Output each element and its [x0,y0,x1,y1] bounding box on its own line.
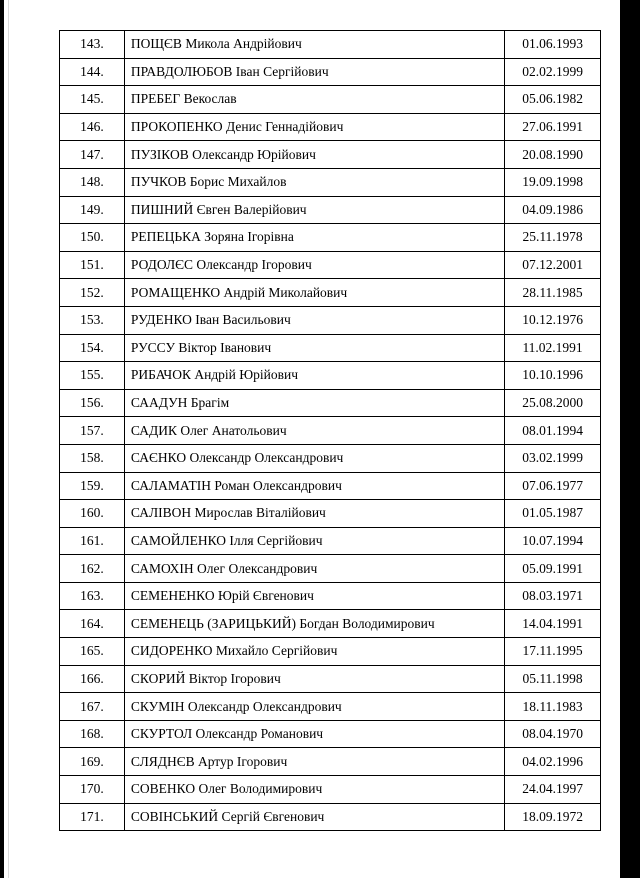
person-name: ПРАВДОЛЮБОВ Іван Сергійович [124,58,504,86]
table-row [60,555,601,583]
person-name: СААДУН Брагім [124,389,504,417]
row-number: 154. [60,334,125,362]
row-number: 168. [60,720,125,748]
table-row [60,610,601,638]
birth-date: 10.12.1976 [505,306,601,334]
row-number: 167. [60,693,125,721]
table-row [60,720,601,748]
birth-date: 17.11.1995 [505,638,601,666]
table-row [60,527,601,555]
person-name: ПОЩЄВ Микола Андрійович [124,31,504,59]
table-row [60,141,601,169]
birth-date: 01.06.1993 [505,31,601,59]
table-row [60,638,601,666]
row-number: 152. [60,279,125,307]
row-number: 163. [60,582,125,610]
birth-date: 08.04.1970 [505,720,601,748]
table-row [60,279,601,307]
birth-date: 10.07.1994 [505,527,601,555]
table-row [60,58,601,86]
person-name: САЄНКО Олександр Олександрович [124,444,504,472]
birth-date: 10.10.1996 [505,362,601,390]
birth-date: 18.09.1972 [505,803,601,831]
row-number: 147. [60,141,125,169]
table-row [60,31,601,59]
person-name: СЕМЕНЕЦЬ (ЗАРИЦЬКИЙ) Богдан Володимирович [124,610,504,638]
birth-date: 25.11.1978 [505,224,601,252]
birth-date: 02.02.1999 [505,58,601,86]
row-number: 148. [60,168,125,196]
row-number: 149. [60,196,125,224]
row-number: 169. [60,748,125,776]
table-row [60,224,601,252]
birth-date: 11.02.1991 [505,334,601,362]
person-name: СЕМЕНЕНКО Юрій Євгенович [124,582,504,610]
birth-date: 07.06.1977 [505,472,601,500]
table-row [60,582,601,610]
person-name: САДИК Олег Анатольович [124,417,504,445]
birth-date: 05.11.1998 [505,665,601,693]
row-number: 153. [60,306,125,334]
row-number: 157. [60,417,125,445]
person-name: РУССУ Віктор Іванович [124,334,504,362]
birth-date: 28.11.1985 [505,279,601,307]
birth-date: 05.09.1991 [505,555,601,583]
row-number: 143. [60,31,125,59]
row-number: 145. [60,86,125,114]
row-number: 161. [60,527,125,555]
table-row [60,500,601,528]
person-name: СОВІНСЬКИЙ Сергій Євгенович [124,803,504,831]
table-row [60,472,601,500]
birth-date: 01.05.1987 [505,500,601,528]
row-number: 170. [60,776,125,804]
birth-date: 24.04.1997 [505,776,601,804]
birth-date: 08.01.1994 [505,417,601,445]
row-number: 156. [60,389,125,417]
row-number: 171. [60,803,125,831]
table-row [60,86,601,114]
birth-date: 19.09.1998 [505,168,601,196]
person-name: ПУЗІКОВ Олександр Юрійович [124,141,504,169]
table-row [60,389,601,417]
row-number: 164. [60,610,125,638]
person-name: ПУЧКОВ Борис Михайлов [124,168,504,196]
birth-date: 25.08.2000 [505,389,601,417]
table-row [60,693,601,721]
birth-date: 04.09.1986 [505,196,601,224]
birth-date: 08.03.1971 [505,582,601,610]
table-body [60,31,601,831]
table-row [60,362,601,390]
row-number: 166. [60,665,125,693]
birth-date: 07.12.2001 [505,251,601,279]
birth-date: 20.08.1990 [505,141,601,169]
table-row [60,306,601,334]
person-name: СОВЕНКО Олег Володимирович [124,776,504,804]
birth-date: 18.11.1983 [505,693,601,721]
person-name: СКУРТОЛ Олександр Романович [124,720,504,748]
person-name: СИДОРЕНКО Михайло Сергійович [124,638,504,666]
table-row [60,665,601,693]
row-number: 150. [60,224,125,252]
person-name: САМОЙЛЕНКО Ілля Сергійович [124,527,504,555]
birth-date: 27.06.1991 [505,113,601,141]
table-row [60,251,601,279]
page-edge [8,0,9,878]
row-number: 162. [60,555,125,583]
person-name: ПИШНИЙ Євген Валерійович [124,196,504,224]
table-row [60,196,601,224]
birth-date: 03.02.1999 [505,444,601,472]
table-row [60,803,601,831]
row-number: 159. [60,472,125,500]
person-name: СЛЯДНЄВ Артур Ігорович [124,748,504,776]
table-row [60,113,601,141]
person-name: ПРЕБЕГ Векослав [124,86,504,114]
birth-date: 05.06.1982 [505,86,601,114]
row-number: 155. [60,362,125,390]
person-name: РОМАЩЕНКО Андрій Миколайович [124,279,504,307]
person-name: РИБАЧОК Андрій Юрійович [124,362,504,390]
person-name: РОДОЛЄС Олександр Ігорович [124,251,504,279]
person-name: СКУМІН Олександр Олександрович [124,693,504,721]
birth-date: 04.02.1996 [505,748,601,776]
row-number: 151. [60,251,125,279]
birth-date: 14.04.1991 [505,610,601,638]
person-name: САЛІВОН Мирослав Віталійович [124,500,504,528]
person-name: САЛАМАТІН Роман Олександрович [124,472,504,500]
row-number: 160. [60,500,125,528]
person-name: РУДЕНКО Іван Васильович [124,306,504,334]
table-row [60,417,601,445]
row-number: 144. [60,58,125,86]
table-row [60,748,601,776]
table-row [60,444,601,472]
persons-table [59,30,601,831]
row-number: 158. [60,444,125,472]
table-row [60,334,601,362]
row-number: 146. [60,113,125,141]
person-name: СКОРИЙ Віктор Ігорович [124,665,504,693]
table-row [60,168,601,196]
document-page [4,0,620,878]
row-number: 165. [60,638,125,666]
person-name: САМОХІН Олег Олександрович [124,555,504,583]
person-name: РЕПЕЦЬКА Зоряна Ігорівна [124,224,504,252]
table-row [60,776,601,804]
person-name: ПРОКОПЕНКО Денис Геннадійович [124,113,504,141]
